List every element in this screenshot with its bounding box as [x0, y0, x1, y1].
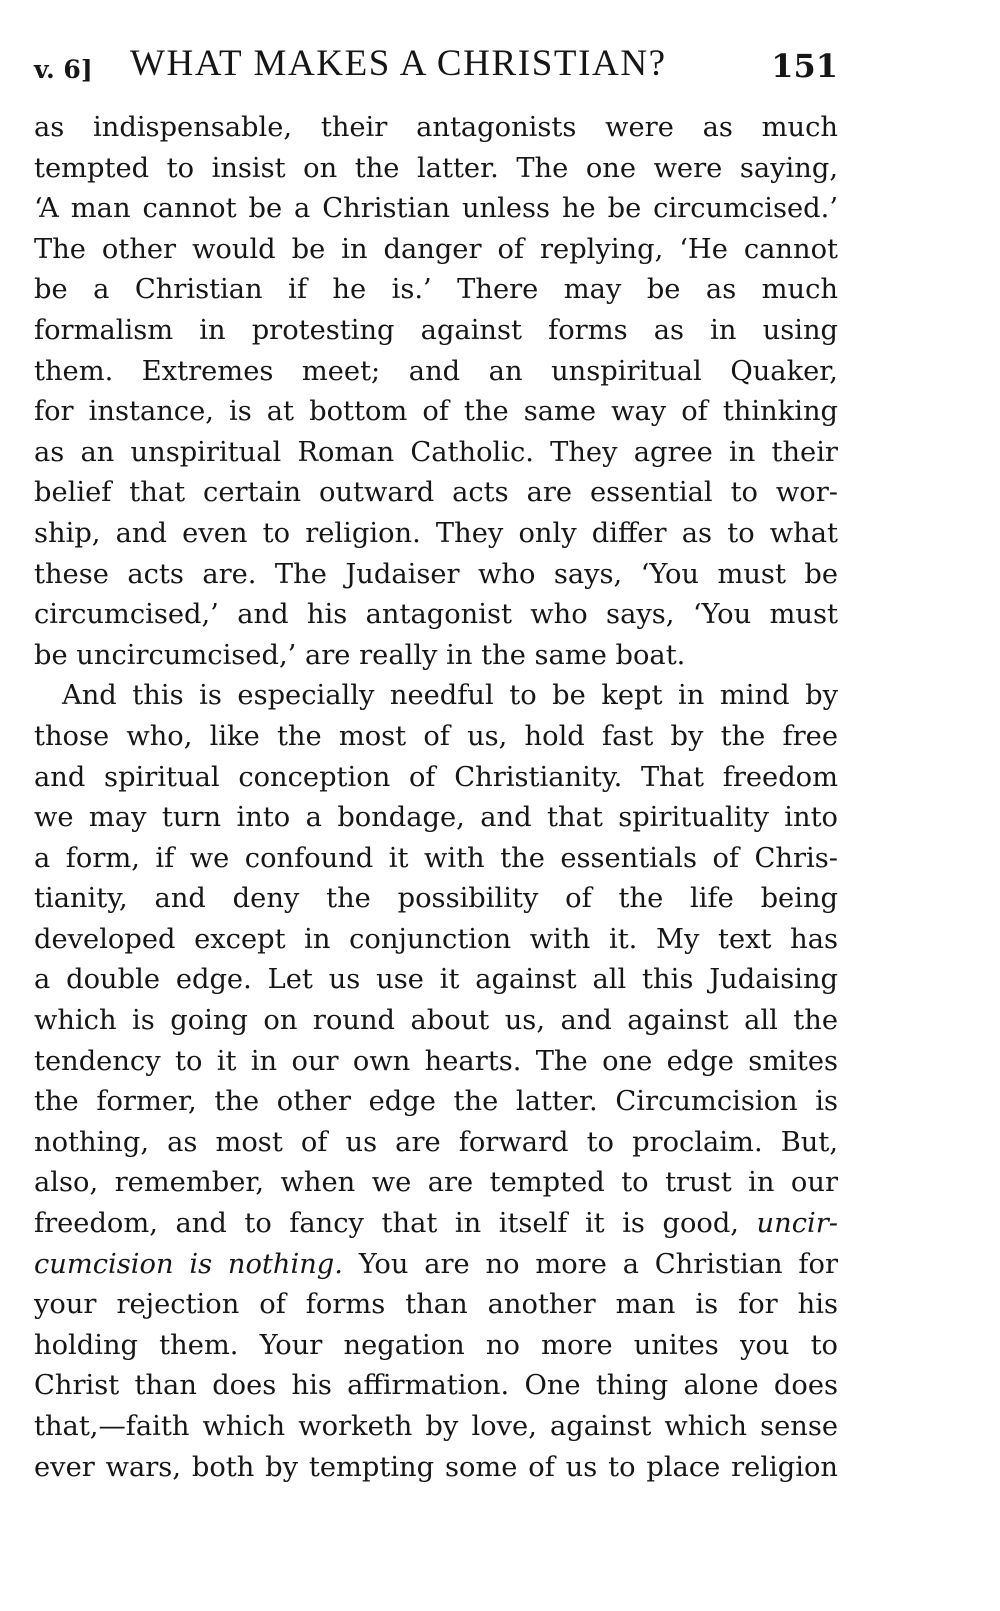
text-line: the former, the other edge the latter. Circumcision is — [34, 1086, 838, 1118]
paragraph-2 — [34, 676, 838, 1488]
page-title: WHAT MAKES A CHRISTIAN? — [130, 43, 667, 84]
running-head — [34, 38, 838, 86]
text-line: and spiritual conception of Christianity. That freedom — [34, 761, 838, 793]
text-line: ship, and even to religion. They only differ as to what — [34, 517, 838, 549]
text-segment: You are no more a Christian for — [358, 1248, 838, 1280]
text-line: ever wars, both by tempting some of us to place religion — [34, 1451, 838, 1483]
text-line: them. Extremes meet; and an unspiritual Quaker, — [34, 355, 838, 387]
text-line: as indispensable, their antagonists were as much — [34, 112, 838, 143]
text-line: those who, like the most of us, hold fast by the free — [34, 720, 838, 752]
text-line: we may turn into a bondage, and that spirituality into — [34, 802, 838, 834]
text-line: developed except in conjunction with it. My text has — [34, 923, 838, 955]
text-line: as an unspiritual Roman Catholic. They agree in their — [34, 436, 838, 468]
chapter-reference: v. 6] — [34, 55, 93, 84]
paragraph-1 — [34, 108, 838, 676]
text-line — [34, 1204, 838, 1245]
text-line: The other would be in danger of replying, ‘He cannot — [34, 233, 838, 265]
text-line: ‘A man cannot be a Christian unless he be circumcised.’ — [34, 193, 838, 225]
text-line: tendency to it in our own hearts. The one edge smites — [34, 1045, 838, 1077]
text-line: a form, if we confound it with the essentials of Chris- — [34, 842, 838, 874]
text-line: a double edge. Let us use it against all this Judaising — [34, 964, 838, 996]
body-text — [34, 108, 838, 1488]
text-line: your rejection of forms than another man is for his — [34, 1289, 838, 1321]
text-line: these acts are. The Judaiser who says, ‘You must be — [34, 558, 838, 590]
text-line: holding them. Your negation no more unites you to — [34, 1329, 838, 1361]
text-line: also, remember, when we are tempted to trust in our — [34, 1167, 838, 1199]
text-segment: freedom, and to fancy that in itself it is good, — [34, 1208, 739, 1240]
text-line: And this is especially needful to be kept in mind by — [62, 680, 838, 712]
text-line: be a Christian if he is.’ There may be as much — [34, 274, 838, 306]
page-number: 151 — [771, 47, 838, 85]
text-line — [34, 1245, 838, 1286]
text-line: which is going on round about us, and against all the — [34, 1005, 838, 1037]
text-line: for instance, is at bottom of the same way of thinking — [34, 396, 838, 428]
italic-text: cumcision is nothing. — [34, 1248, 343, 1280]
text-line: belief that certain outward acts are essential to wor- — [34, 477, 838, 509]
text-line: tempted to insist on the latter. The one were saying, — [34, 152, 838, 184]
text-line: tianity, and deny the possibility of the life being — [34, 883, 838, 915]
text-line: that,—faith which worketh by love, against which sense — [34, 1411, 838, 1442]
text-line: circumcised,’ and his antagonist who says, ‘You must — [34, 599, 838, 631]
text-line: Christ than does his affirmation. One thing alone does — [34, 1370, 838, 1402]
italic-text: uncir- — [756, 1208, 838, 1240]
text-line: formalism in protesting against forms as in using — [34, 314, 838, 346]
text-line: nothing, as most of us are forward to proclaim. But, — [34, 1126, 838, 1158]
text-line: be uncircumcised,’ are really in the same boat. — [34, 639, 686, 671]
